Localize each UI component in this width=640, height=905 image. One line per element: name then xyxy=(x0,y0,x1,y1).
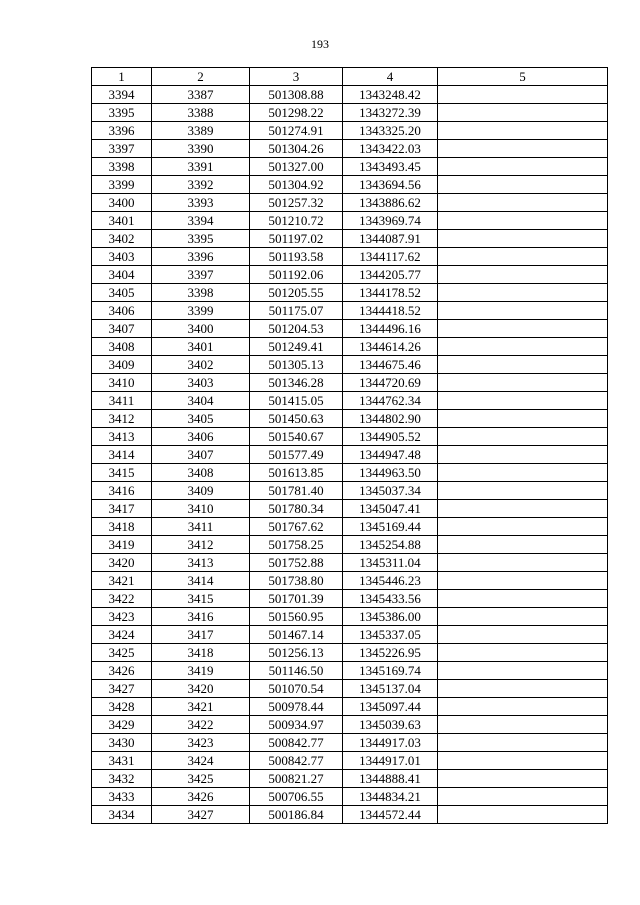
table-cell-col-1: 3408 xyxy=(92,338,152,356)
table-cell-col-5 xyxy=(438,320,608,338)
table-row xyxy=(92,86,608,104)
table-cell-col-2: 3417 xyxy=(152,626,250,644)
table-row xyxy=(92,608,608,626)
table-cell-col-5 xyxy=(438,500,608,518)
table-cell-col-3: 501205.55 xyxy=(250,284,343,302)
table-cell-col-1: 3419 xyxy=(92,536,152,554)
table-cell-col-5 xyxy=(438,716,608,734)
table-row xyxy=(92,518,608,536)
table-cell-col-3: 501197.02 xyxy=(250,230,343,248)
table-cell-col-2: 3403 xyxy=(152,374,250,392)
table-cell-col-3: 501175.07 xyxy=(250,302,343,320)
table-cell-col-5 xyxy=(438,662,608,680)
table-cell-col-3: 501577.49 xyxy=(250,446,343,464)
table-cell-col-2: 3402 xyxy=(152,356,250,374)
table-cell-col-3: 501758.25 xyxy=(250,536,343,554)
table-cell-col-5 xyxy=(438,608,608,626)
table-row xyxy=(92,122,608,140)
table-cell-col-1: 3421 xyxy=(92,572,152,590)
table-cell-col-2: 3410 xyxy=(152,500,250,518)
table-cell-col-1: 3397 xyxy=(92,140,152,158)
table-cell-col-2: 3427 xyxy=(152,806,250,824)
table-cell-col-4: 1345037.34 xyxy=(343,482,438,500)
table-row xyxy=(92,716,608,734)
table-cell-col-5 xyxy=(438,410,608,428)
table-cell-col-1: 3398 xyxy=(92,158,152,176)
table-cell-col-1: 3434 xyxy=(92,806,152,824)
table-cell-col-1: 3411 xyxy=(92,392,152,410)
table-cell-col-1: 3399 xyxy=(92,176,152,194)
table-cell-col-1: 3430 xyxy=(92,734,152,752)
table-cell-col-2: 3426 xyxy=(152,788,250,806)
table-row xyxy=(92,428,608,446)
table-row xyxy=(92,752,608,770)
table-cell-col-4: 1345386.00 xyxy=(343,608,438,626)
table-row xyxy=(92,680,608,698)
table-cell-col-4: 1343325.20 xyxy=(343,122,438,140)
table-cell-col-4: 1345169.44 xyxy=(343,518,438,536)
table-cell-col-4: 1343969.74 xyxy=(343,212,438,230)
table-cell-col-2: 3400 xyxy=(152,320,250,338)
table-cell-col-5 xyxy=(438,248,608,266)
table-cell-col-2: 3416 xyxy=(152,608,250,626)
coordinates-table xyxy=(91,67,608,824)
table-cell-col-2: 3397 xyxy=(152,266,250,284)
table-cell-col-4: 1343886.62 xyxy=(343,194,438,212)
table-cell-col-2: 3409 xyxy=(152,482,250,500)
table-cell-col-4: 1343248.42 xyxy=(343,86,438,104)
table-cell-col-4: 1344572.44 xyxy=(343,806,438,824)
table-row xyxy=(92,140,608,158)
column-header-2: 2 xyxy=(152,68,250,86)
table-cell-col-5 xyxy=(438,572,608,590)
table-row xyxy=(92,770,608,788)
table-cell-col-4: 1345169.74 xyxy=(343,662,438,680)
table-row xyxy=(92,626,608,644)
table-row xyxy=(92,446,608,464)
table-row xyxy=(92,320,608,338)
table-cell-col-3: 500706.55 xyxy=(250,788,343,806)
table-cell-col-1: 3428 xyxy=(92,698,152,716)
table-row xyxy=(92,806,608,824)
table-cell-col-4: 1344802.90 xyxy=(343,410,438,428)
table-cell-col-2: 3396 xyxy=(152,248,250,266)
table-cell-col-5 xyxy=(438,626,608,644)
table-cell-col-2: 3405 xyxy=(152,410,250,428)
table-cell-col-2: 3404 xyxy=(152,392,250,410)
table-row xyxy=(92,734,608,752)
table-cell-col-2: 3412 xyxy=(152,536,250,554)
table-cell-col-1: 3418 xyxy=(92,518,152,536)
table-cell-col-4: 1343422.03 xyxy=(343,140,438,158)
table-cell-col-5 xyxy=(438,176,608,194)
table-cell-col-5 xyxy=(438,752,608,770)
table-cell-col-2: 3425 xyxy=(152,770,250,788)
table-cell-col-3: 501256.13 xyxy=(250,644,343,662)
table-cell-col-3: 501305.13 xyxy=(250,356,343,374)
table-cell-col-5 xyxy=(438,428,608,446)
table-cell-col-1: 3406 xyxy=(92,302,152,320)
table-row xyxy=(92,248,608,266)
table-row xyxy=(92,410,608,428)
table-cell-col-1: 3402 xyxy=(92,230,152,248)
table-cell-col-1: 3400 xyxy=(92,194,152,212)
table-cell-col-3: 501249.41 xyxy=(250,338,343,356)
table-cell-col-1: 3405 xyxy=(92,284,152,302)
table-header-row xyxy=(92,68,608,86)
table-cell-col-1: 3432 xyxy=(92,770,152,788)
table-cell-col-3: 501613.85 xyxy=(250,464,343,482)
table-cell-col-3: 501304.26 xyxy=(250,140,343,158)
table-cell-col-3: 501781.40 xyxy=(250,482,343,500)
table-cell-col-3: 501467.14 xyxy=(250,626,343,644)
table-cell-col-5 xyxy=(438,698,608,716)
table-cell-col-5 xyxy=(438,302,608,320)
table-cell-col-4: 1344614.26 xyxy=(343,338,438,356)
table-cell-col-3: 501274.91 xyxy=(250,122,343,140)
table-cell-col-3: 501346.28 xyxy=(250,374,343,392)
table-cell-col-4: 1344205.77 xyxy=(343,266,438,284)
table-cell-col-2: 3392 xyxy=(152,176,250,194)
table-row xyxy=(92,212,608,230)
table-cell-col-5 xyxy=(438,590,608,608)
table-cell-col-5 xyxy=(438,374,608,392)
table-row xyxy=(92,590,608,608)
table-cell-col-1: 3407 xyxy=(92,320,152,338)
table-cell-col-2: 3401 xyxy=(152,338,250,356)
table-cell-col-4: 1345433.56 xyxy=(343,590,438,608)
table-cell-col-4: 1345254.88 xyxy=(343,536,438,554)
table-cell-col-5 xyxy=(438,194,608,212)
table-cell-col-3: 501192.06 xyxy=(250,266,343,284)
table-cell-col-3: 501780.34 xyxy=(250,500,343,518)
table-cell-col-1: 3395 xyxy=(92,104,152,122)
table-row xyxy=(92,230,608,248)
table-cell-col-1: 3429 xyxy=(92,716,152,734)
table-cell-col-4: 1343272.39 xyxy=(343,104,438,122)
table-cell-col-1: 3417 xyxy=(92,500,152,518)
table-cell-col-2: 3390 xyxy=(152,140,250,158)
table-cell-col-4: 1343493.45 xyxy=(343,158,438,176)
table-row xyxy=(92,338,608,356)
table-cell-col-3: 501210.72 xyxy=(250,212,343,230)
column-header-1: 1 xyxy=(92,68,152,86)
table-row xyxy=(92,284,608,302)
table-row xyxy=(92,644,608,662)
table-row xyxy=(92,194,608,212)
table-cell-col-4: 1344117.62 xyxy=(343,248,438,266)
table-row xyxy=(92,158,608,176)
table-row xyxy=(92,500,608,518)
table-cell-col-1: 3413 xyxy=(92,428,152,446)
table-cell-col-5 xyxy=(438,338,608,356)
table-cell-col-4: 1344178.52 xyxy=(343,284,438,302)
table-row xyxy=(92,698,608,716)
table-cell-col-3: 501070.54 xyxy=(250,680,343,698)
table-cell-col-3: 501308.88 xyxy=(250,86,343,104)
table-cell-col-5 xyxy=(438,158,608,176)
table-cell-col-4: 1345226.95 xyxy=(343,644,438,662)
table-cell-col-2: 3395 xyxy=(152,230,250,248)
table-cell-col-4: 1345137.04 xyxy=(343,680,438,698)
table-row xyxy=(92,572,608,590)
table-cell-col-1: 3394 xyxy=(92,86,152,104)
table-cell-col-1: 3420 xyxy=(92,554,152,572)
table-row xyxy=(92,662,608,680)
page-number: 193 xyxy=(311,37,329,51)
table-cell-col-2: 3423 xyxy=(152,734,250,752)
table-cell-col-2: 3411 xyxy=(152,518,250,536)
table-cell-col-1: 3415 xyxy=(92,464,152,482)
table-cell-col-4: 1344834.21 xyxy=(343,788,438,806)
table-cell-col-1: 3403 xyxy=(92,248,152,266)
table-cell-col-4: 1344963.50 xyxy=(343,464,438,482)
table-cell-col-1: 3416 xyxy=(92,482,152,500)
column-header-5: 5 xyxy=(438,68,608,86)
table-cell-col-1: 3427 xyxy=(92,680,152,698)
table-cell-col-4: 1345039.63 xyxy=(343,716,438,734)
table-cell-col-3: 500842.77 xyxy=(250,752,343,770)
table-cell-col-4: 1344905.52 xyxy=(343,428,438,446)
table-cell-col-1: 3401 xyxy=(92,212,152,230)
table-cell-col-5 xyxy=(438,392,608,410)
table-cell-col-2: 3420 xyxy=(152,680,250,698)
table-cell-col-5 xyxy=(438,104,608,122)
table-row xyxy=(92,554,608,572)
table-cell-col-1: 3409 xyxy=(92,356,152,374)
table-cell-col-5 xyxy=(438,518,608,536)
table-cell-col-1: 3410 xyxy=(92,374,152,392)
table-row xyxy=(92,482,608,500)
table-cell-col-3: 501304.92 xyxy=(250,176,343,194)
table-cell-col-1: 3424 xyxy=(92,626,152,644)
table-cell-col-5 xyxy=(438,770,608,788)
column-header-3: 3 xyxy=(250,68,343,86)
table-cell-col-5 xyxy=(438,536,608,554)
table-cell-col-3: 500842.77 xyxy=(250,734,343,752)
table-cell-col-2: 3406 xyxy=(152,428,250,446)
table-cell-col-2: 3389 xyxy=(152,122,250,140)
table-cell-col-3: 501540.67 xyxy=(250,428,343,446)
table-cell-col-3: 501204.53 xyxy=(250,320,343,338)
table-cell-col-5 xyxy=(438,212,608,230)
table-cell-col-4: 1344947.48 xyxy=(343,446,438,464)
table-cell-col-2: 3393 xyxy=(152,194,250,212)
table-cell-col-4: 1345337.05 xyxy=(343,626,438,644)
table-row xyxy=(92,176,608,194)
column-header-4: 4 xyxy=(343,68,438,86)
table-cell-col-4: 1344087.91 xyxy=(343,230,438,248)
table-cell-col-4: 1345446.23 xyxy=(343,572,438,590)
table-cell-col-3: 501257.32 xyxy=(250,194,343,212)
table-cell-col-5 xyxy=(438,284,608,302)
table-cell-col-4: 1343694.56 xyxy=(343,176,438,194)
table-cell-col-4: 1345047.41 xyxy=(343,500,438,518)
table-cell-col-2: 3388 xyxy=(152,104,250,122)
table-cell-col-3: 500186.84 xyxy=(250,806,343,824)
table-cell-col-3: 501560.95 xyxy=(250,608,343,626)
table-cell-col-1: 3426 xyxy=(92,662,152,680)
table-row xyxy=(92,356,608,374)
table-cell-col-3: 501146.50 xyxy=(250,662,343,680)
table-cell-col-4: 1345311.04 xyxy=(343,554,438,572)
table-cell-col-5 xyxy=(438,806,608,824)
table-cell-col-3: 500934.97 xyxy=(250,716,343,734)
table-cell-col-2: 3422 xyxy=(152,716,250,734)
table-cell-col-5 xyxy=(438,644,608,662)
table-cell-col-3: 501298.22 xyxy=(250,104,343,122)
table-cell-col-4: 1344888.41 xyxy=(343,770,438,788)
table-cell-col-2: 3418 xyxy=(152,644,250,662)
table-cell-col-3: 501193.58 xyxy=(250,248,343,266)
table-row xyxy=(92,302,608,320)
table-cell-col-2: 3415 xyxy=(152,590,250,608)
table-cell-col-4: 1344675.46 xyxy=(343,356,438,374)
table-cell-col-1: 3404 xyxy=(92,266,152,284)
table-cell-col-2: 3408 xyxy=(152,464,250,482)
table-cell-col-1: 3433 xyxy=(92,788,152,806)
table-cell-col-5 xyxy=(438,464,608,482)
table-cell-col-1: 3425 xyxy=(92,644,152,662)
table-cell-col-2: 3399 xyxy=(152,302,250,320)
table-row xyxy=(92,464,608,482)
table-cell-col-4: 1345097.44 xyxy=(343,698,438,716)
table-cell-col-5 xyxy=(438,554,608,572)
table-cell-col-5 xyxy=(438,230,608,248)
table-row xyxy=(92,104,608,122)
table-row xyxy=(92,536,608,554)
table-cell-col-5 xyxy=(438,680,608,698)
table-cell-col-4: 1344762.34 xyxy=(343,392,438,410)
table-cell-col-2: 3414 xyxy=(152,572,250,590)
table-cell-col-1: 3396 xyxy=(92,122,152,140)
table-cell-col-3: 501767.62 xyxy=(250,518,343,536)
table-cell-col-2: 3387 xyxy=(152,86,250,104)
table-cell-col-2: 3398 xyxy=(152,284,250,302)
table-cell-col-3: 500821.27 xyxy=(250,770,343,788)
table-cell-col-1: 3412 xyxy=(92,410,152,428)
table-cell-col-4: 1344496.16 xyxy=(343,320,438,338)
table-cell-col-3: 501752.88 xyxy=(250,554,343,572)
table-cell-col-3: 501701.39 xyxy=(250,590,343,608)
table-cell-col-5 xyxy=(438,140,608,158)
table-cell-col-3: 501415.05 xyxy=(250,392,343,410)
table-cell-col-5 xyxy=(438,788,608,806)
table-cell-col-1: 3431 xyxy=(92,752,152,770)
table-cell-col-3: 501450.63 xyxy=(250,410,343,428)
table-cell-col-1: 3422 xyxy=(92,590,152,608)
table-cell-col-5 xyxy=(438,86,608,104)
table-cell-col-5 xyxy=(438,122,608,140)
table-cell-col-2: 3391 xyxy=(152,158,250,176)
table-cell-col-3: 501738.80 xyxy=(250,572,343,590)
table-cell-col-2: 3421 xyxy=(152,698,250,716)
table-row xyxy=(92,392,608,410)
table-cell-col-5 xyxy=(438,356,608,374)
table-cell-col-5 xyxy=(438,266,608,284)
table-cell-col-5 xyxy=(438,446,608,464)
table-cell-col-1: 3414 xyxy=(92,446,152,464)
table-cell-col-2: 3413 xyxy=(152,554,250,572)
table-cell-col-3: 500978.44 xyxy=(250,698,343,716)
table-row xyxy=(92,266,608,284)
table-cell-col-3: 501327.00 xyxy=(250,158,343,176)
table-cell-col-4: 1344917.03 xyxy=(343,734,438,752)
table-cell-col-2: 3407 xyxy=(152,446,250,464)
table-cell-col-5 xyxy=(438,734,608,752)
table-cell-col-1: 3423 xyxy=(92,608,152,626)
table-row xyxy=(92,374,608,392)
table-cell-col-4: 1344720.69 xyxy=(343,374,438,392)
table-cell-col-2: 3424 xyxy=(152,752,250,770)
table-cell-col-4: 1344418.52 xyxy=(343,302,438,320)
table-cell-col-4: 1344917.01 xyxy=(343,752,438,770)
table-cell-col-2: 3394 xyxy=(152,212,250,230)
table-cell-col-2: 3419 xyxy=(152,662,250,680)
table-cell-col-5 xyxy=(438,482,608,500)
table-row xyxy=(92,788,608,806)
table-body xyxy=(92,86,608,824)
